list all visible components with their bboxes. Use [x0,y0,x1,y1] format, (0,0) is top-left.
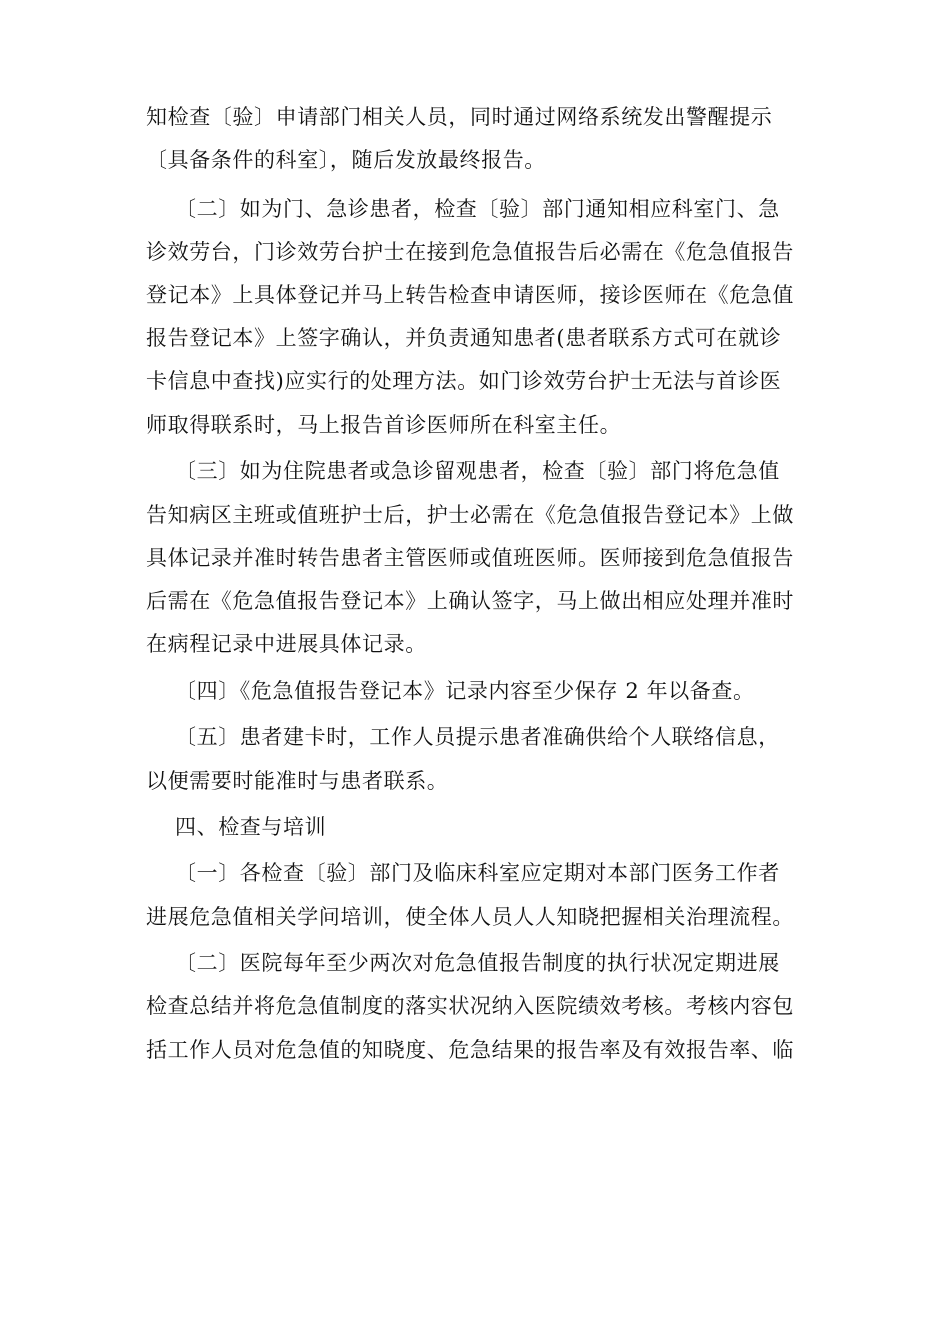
text-line: 后需在《危急值报告登记本》上确认签字，马上做出相应处理并准时 [146,589,794,613]
section-heading: 四、检查与培训 [175,815,327,839]
text-line: 卡信息中查找)应实行的处理方法。如门诊效劳台护士无法与首诊医 [146,369,782,393]
text-line: 〔五〕患者建卡时，工作人员提示患者准确供给个人联络信息， [175,725,780,749]
text-line: 登记本》上具体登记并马上转告检查申请医师，接诊医师在《危急值 [146,283,794,307]
text-line: 知检查〔验〕申请部门相关人员，同时通过网络系统发出警醒提示 [146,105,773,129]
text-line: 在病程记录中进展具体记录。 [146,632,427,656]
text-line: 〔二〕如为门、急诊患者，检查〔验〕部门通知相应科室门、急 [175,197,780,221]
text-line: 〔具备条件的科室〕，随后发放最终报告。 [146,148,546,172]
text-line: 〔四〕《危急值报告登记本》记录内容至少保存 2 年以备查。 [175,679,755,703]
text-line: 〔三〕如为住院患者或急诊留观患者，检查〔验〕部门将危急值 [175,459,780,483]
text-line: 〔二〕医院每年至少两次对危急值报告制度的执行状况定期进展 [175,951,780,975]
text-line: 诊效劳台，门诊效劳台护士在接到危急值报告后必需在《危急值报告 [146,240,794,264]
text-line: 师取得联系时，马上报告首诊医师所在科室主任。 [146,413,622,437]
text-line: 具体记录并准时转告患者主管医师或值班医师。医师接到危急值报告 [146,546,794,570]
text-line: 〔一〕各检查〔验〕部门及临床科室应定期对本部门医务工作者 [175,861,780,885]
text-line: 进展危急值相关学问培训，使全体人员人人知晓把握相关治理流程。 [146,905,794,929]
text-line: 告知病区主班或值班护士后，护士必需在《危急值报告登记本》上做 [146,503,794,527]
text-line: 检查总结并将危急值制度的落实状况纳入医院绩效考核。考核内容包 [146,994,794,1018]
text-line: 以便需要时能准时与患者联系。 [146,769,449,793]
text-line: 括工作人员对危急值的知晓度、危急结果的报告率及有效报告率、临 [146,1038,794,1062]
text-line: 报告登记本》上签字确认，并负责通知患者(患者联系方式可在就诊 [146,326,782,350]
